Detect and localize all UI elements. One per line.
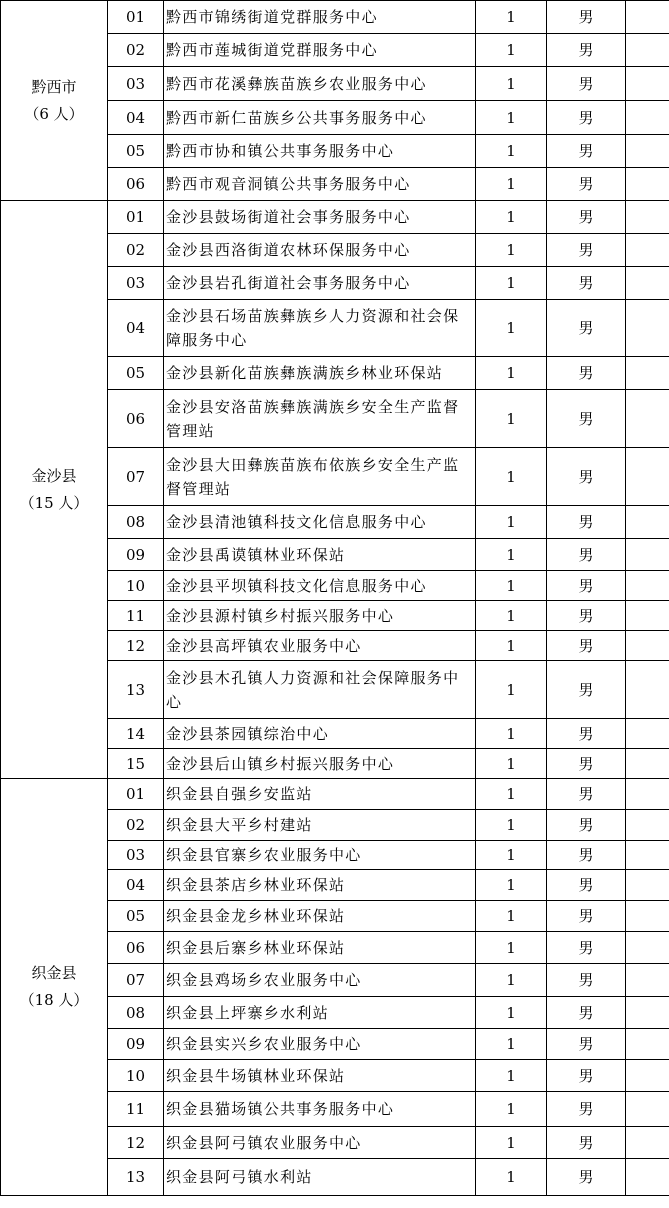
position-count: 1 xyxy=(476,357,547,390)
gender: 男 xyxy=(547,1092,626,1127)
unit-name: 金沙县新化苗族彝族满族乡林业环保站 xyxy=(164,357,476,390)
gender: 男 xyxy=(547,1127,626,1159)
position-count: 1 xyxy=(476,300,547,357)
row-number: 06 xyxy=(108,932,164,964)
row-number: 13 xyxy=(108,661,164,719)
gender: 男 xyxy=(547,870,626,901)
remarks-cell xyxy=(626,1159,669,1196)
remarks-cell xyxy=(626,34,669,67)
position-count: 1 xyxy=(476,870,547,901)
remarks-cell xyxy=(626,300,669,357)
table-row xyxy=(1,1,669,34)
unit-name: 黔西市协和镇公共事务服务中心 xyxy=(164,135,476,168)
position-count: 1 xyxy=(476,1029,547,1060)
position-count: 1 xyxy=(476,1159,547,1196)
remarks-cell xyxy=(626,67,669,101)
position-count: 1 xyxy=(476,168,547,201)
row-number: 10 xyxy=(108,1060,164,1092)
unit-name: 金沙县石场苗族彝族乡人力资源和社会保障服务中心 xyxy=(164,300,476,357)
row-number: 11 xyxy=(108,1092,164,1127)
remarks-cell xyxy=(626,997,669,1029)
row-number: 05 xyxy=(108,357,164,390)
unit-name: 黔西市锦绣街道党群服务中心 xyxy=(164,1,476,34)
unit-name: 金沙县岩孔街道社会事务服务中心 xyxy=(164,267,476,300)
remarks-cell xyxy=(626,168,669,201)
position-count: 1 xyxy=(476,448,547,506)
row-number: 02 xyxy=(108,234,164,267)
row-number: 09 xyxy=(108,1029,164,1060)
gender: 男 xyxy=(547,1,626,34)
gender: 男 xyxy=(547,932,626,964)
unit-name: 织金县阿弓镇农业服务中心 xyxy=(164,1127,476,1159)
position-count: 1 xyxy=(476,101,547,135)
gender: 男 xyxy=(547,168,626,201)
gender: 男 xyxy=(547,1159,626,1196)
unit-name: 织金县茶店乡林业环保站 xyxy=(164,870,476,901)
position-count: 1 xyxy=(476,841,547,870)
position-count: 1 xyxy=(476,997,547,1029)
position-count: 1 xyxy=(476,779,547,810)
unit-name: 黔西市新仁苗族乡公共事务服务中心 xyxy=(164,101,476,135)
gender: 男 xyxy=(547,201,626,234)
remarks-cell xyxy=(626,539,669,571)
unit-name: 织金县牛场镇林业环保站 xyxy=(164,1060,476,1092)
unit-name: 织金县阿弓镇水利站 xyxy=(164,1159,476,1196)
row-number: 01 xyxy=(108,201,164,234)
position-count: 1 xyxy=(476,719,547,749)
gender: 男 xyxy=(547,964,626,997)
position-count: 1 xyxy=(476,539,547,571)
remarks-cell xyxy=(626,390,669,448)
remarks-cell xyxy=(626,1092,669,1127)
row-number: 08 xyxy=(108,506,164,539)
row-number: 09 xyxy=(108,539,164,571)
unit-name: 金沙县安洛苗族彝族满族乡安全生产监督管理站 xyxy=(164,390,476,448)
row-number: 03 xyxy=(108,67,164,101)
remarks-cell xyxy=(626,571,669,601)
row-number: 12 xyxy=(108,1127,164,1159)
gender: 男 xyxy=(547,539,626,571)
unit-name: 黔西市莲城街道党群服务中心 xyxy=(164,34,476,67)
position-count: 1 xyxy=(476,901,547,932)
row-number: 06 xyxy=(108,168,164,201)
row-number: 12 xyxy=(108,631,164,661)
unit-name: 金沙县后山镇乡村振兴服务中心 xyxy=(164,749,476,779)
unit-name: 织金县后寨乡林业环保站 xyxy=(164,932,476,964)
position-count: 1 xyxy=(476,749,547,779)
unit-name: 金沙县木孔镇人力资源和社会保障服务中心 xyxy=(164,661,476,719)
position-count: 1 xyxy=(476,964,547,997)
gender: 男 xyxy=(547,234,626,267)
row-number: 15 xyxy=(108,749,164,779)
positions-table-body xyxy=(1,1,669,1196)
remarks-cell xyxy=(626,135,669,168)
remarks-cell xyxy=(626,1,669,34)
position-count: 1 xyxy=(476,234,547,267)
unit-name: 金沙县源村镇乡村振兴服务中心 xyxy=(164,601,476,631)
row-number: 03 xyxy=(108,267,164,300)
position-count: 1 xyxy=(476,810,547,841)
gender: 男 xyxy=(547,448,626,506)
region-cell xyxy=(1,779,108,1196)
remarks-cell xyxy=(626,870,669,901)
remarks-cell xyxy=(626,901,669,932)
gender: 男 xyxy=(547,67,626,101)
remarks-cell xyxy=(626,719,669,749)
position-count: 1 xyxy=(476,1060,547,1092)
gender: 男 xyxy=(547,267,626,300)
position-count: 1 xyxy=(476,1092,547,1127)
gender: 男 xyxy=(547,357,626,390)
unit-name: 金沙县大田彝族苗族布依族乡安全生产监督管理站 xyxy=(164,448,476,506)
gender: 男 xyxy=(547,779,626,810)
remarks-cell xyxy=(626,201,669,234)
remarks-cell xyxy=(626,631,669,661)
region-cell xyxy=(1,201,108,779)
region-count: （18 人） xyxy=(19,991,89,1009)
gender: 男 xyxy=(547,101,626,135)
remarks-cell xyxy=(626,932,669,964)
position-count: 1 xyxy=(476,506,547,539)
row-number: 06 xyxy=(108,390,164,448)
gender: 男 xyxy=(547,1029,626,1060)
unit-name: 织金县官寨乡农业服务中心 xyxy=(164,841,476,870)
gender: 男 xyxy=(547,719,626,749)
unit-name: 金沙县禹谟镇林业环保站 xyxy=(164,539,476,571)
position-count: 1 xyxy=(476,661,547,719)
unit-name: 金沙县鼓场街道社会事务服务中心 xyxy=(164,201,476,234)
row-number: 05 xyxy=(108,901,164,932)
gender: 男 xyxy=(547,390,626,448)
position-count: 1 xyxy=(476,631,547,661)
row-number: 04 xyxy=(108,870,164,901)
row-number: 10 xyxy=(108,571,164,601)
region-count: （15 人） xyxy=(19,493,89,512)
remarks-cell xyxy=(626,779,669,810)
region-name: 金沙县 xyxy=(31,466,77,485)
remarks-cell xyxy=(626,601,669,631)
position-count: 1 xyxy=(476,932,547,964)
remarks-cell xyxy=(626,1029,669,1060)
unit-name: 金沙县平坝镇科技文化信息服务中心 xyxy=(164,571,476,601)
unit-name: 金沙县西洛街道农林环保服务中心 xyxy=(164,234,476,267)
unit-name: 金沙县茶园镇综治中心 xyxy=(164,719,476,749)
row-number: 13 xyxy=(108,1159,164,1196)
row-number: 11 xyxy=(108,601,164,631)
position-count: 1 xyxy=(476,267,547,300)
gender: 男 xyxy=(547,997,626,1029)
gender: 男 xyxy=(547,601,626,631)
row-number: 04 xyxy=(108,300,164,357)
gender: 男 xyxy=(547,661,626,719)
row-number: 05 xyxy=(108,135,164,168)
gender: 男 xyxy=(547,901,626,932)
region-name: 黔西市 xyxy=(31,77,77,96)
remarks-cell xyxy=(626,749,669,779)
position-count: 1 xyxy=(476,135,547,168)
gender: 男 xyxy=(547,1060,626,1092)
table-row xyxy=(1,779,669,810)
unit-name: 织金县自强乡安监站 xyxy=(164,779,476,810)
region-count: （6 人） xyxy=(24,104,84,123)
row-number: 07 xyxy=(108,448,164,506)
remarks-cell xyxy=(626,357,669,390)
unit-name: 金沙县高坪镇农业服务中心 xyxy=(164,631,476,661)
gender: 男 xyxy=(547,506,626,539)
row-number: 07 xyxy=(108,964,164,997)
remarks-cell xyxy=(626,1060,669,1092)
remarks-cell xyxy=(626,964,669,997)
remarks-cell xyxy=(626,448,669,506)
unit-name: 黔西市花溪彝族苗族乡农业服务中心 xyxy=(164,67,476,101)
table-row xyxy=(1,201,669,234)
unit-name: 织金县上坪寨乡水利站 xyxy=(164,997,476,1029)
remarks-cell xyxy=(626,661,669,719)
row-number: 02 xyxy=(108,34,164,67)
gender: 男 xyxy=(547,631,626,661)
region-cell xyxy=(1,1,108,201)
row-number: 01 xyxy=(108,779,164,810)
gender: 男 xyxy=(547,300,626,357)
position-count: 1 xyxy=(476,1,547,34)
unit-name: 织金县金龙乡林业环保站 xyxy=(164,901,476,932)
row-number: 02 xyxy=(108,810,164,841)
row-number: 08 xyxy=(108,997,164,1029)
gender: 男 xyxy=(547,810,626,841)
unit-name: 织金县猫场镇公共事务服务中心 xyxy=(164,1092,476,1127)
position-count: 1 xyxy=(476,67,547,101)
unit-name: 织金县大平乡村建站 xyxy=(164,810,476,841)
gender: 男 xyxy=(547,135,626,168)
position-count: 1 xyxy=(476,1127,547,1159)
unit-name: 织金县鸡场乡农业服务中心 xyxy=(164,964,476,997)
position-count: 1 xyxy=(476,571,547,601)
region-name: 织金县 xyxy=(31,964,77,982)
unit-name: 织金县实兴乡农业服务中心 xyxy=(164,1029,476,1060)
remarks-cell xyxy=(626,506,669,539)
gender: 男 xyxy=(547,34,626,67)
unit-name: 黔西市观音洞镇公共事务服务中心 xyxy=(164,168,476,201)
remarks-cell xyxy=(626,234,669,267)
row-number: 04 xyxy=(108,101,164,135)
remarks-cell xyxy=(626,267,669,300)
remarks-cell xyxy=(626,841,669,870)
remarks-cell xyxy=(626,101,669,135)
remarks-cell xyxy=(626,810,669,841)
position-count: 1 xyxy=(476,201,547,234)
remarks-cell xyxy=(626,1127,669,1159)
position-count: 1 xyxy=(476,390,547,448)
position-count: 1 xyxy=(476,34,547,67)
gender: 男 xyxy=(547,571,626,601)
row-number: 01 xyxy=(108,1,164,34)
position-count: 1 xyxy=(476,601,547,631)
row-number: 03 xyxy=(108,841,164,870)
unit-name: 金沙县清池镇科技文化信息服务中心 xyxy=(164,506,476,539)
gender: 男 xyxy=(547,749,626,779)
gender: 男 xyxy=(547,841,626,870)
row-number: 14 xyxy=(108,719,164,749)
